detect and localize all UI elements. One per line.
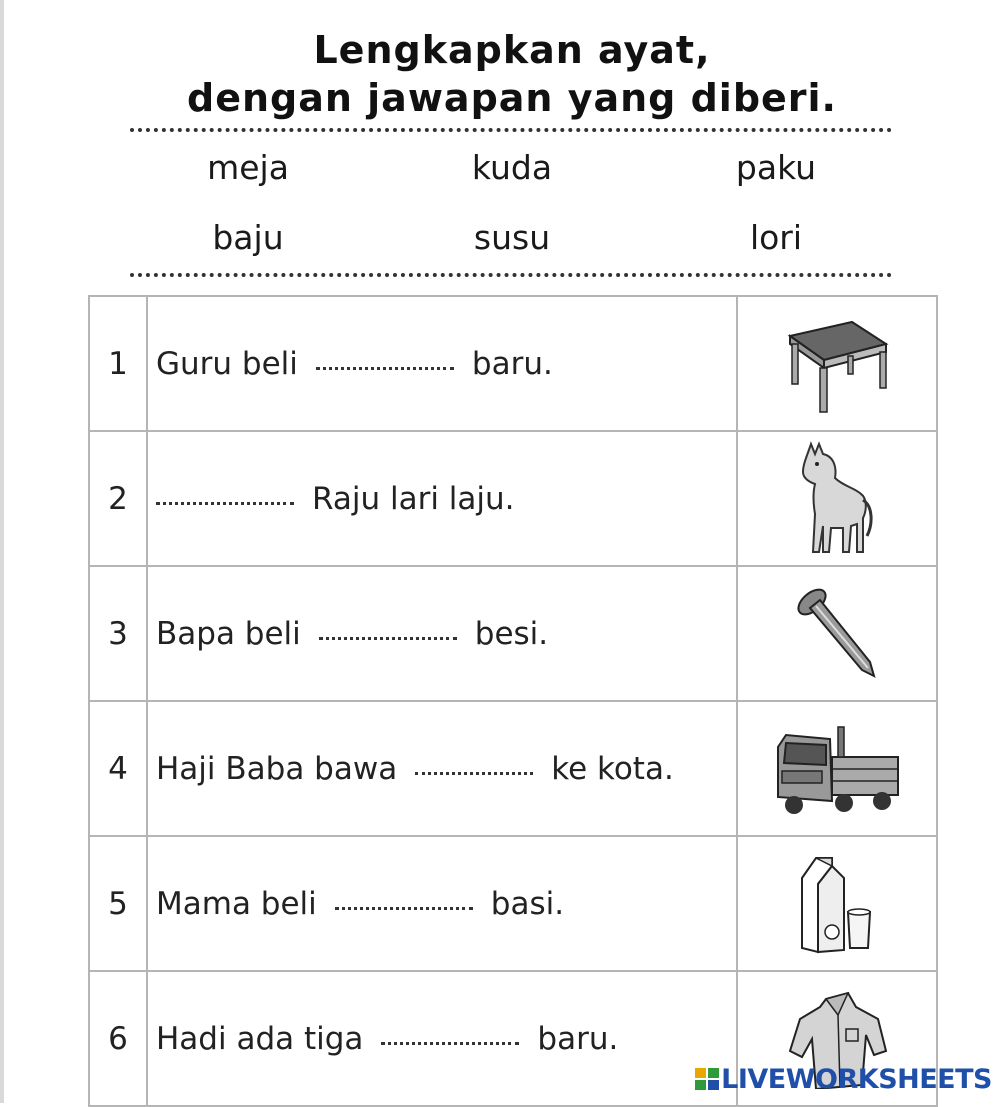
table-row [89, 701, 937, 836]
question-sentence [147, 296, 737, 431]
question-number: 6 [89, 971, 147, 1106]
sentence-before: Bapa beli [156, 615, 301, 652]
picture-cell [737, 296, 937, 431]
table-row [89, 431, 937, 566]
question-sentence [147, 701, 737, 836]
title-line-2: dengan jawapan yang diberi. [187, 76, 837, 120]
sentence-after: basi. [490, 885, 565, 922]
sentence-after: baru. [471, 345, 553, 382]
sentence-before: Hadi ada tiga [156, 1020, 364, 1057]
truck-icon [772, 721, 902, 817]
question-table [88, 295, 938, 1107]
word-bank-item: baju [212, 218, 284, 257]
answer-blank[interactable] [156, 502, 294, 505]
table-icon [782, 314, 892, 414]
table-row [89, 566, 937, 701]
table-row [89, 836, 937, 971]
milk-carton-icon [792, 852, 882, 956]
question-number: 5 [89, 836, 147, 971]
answer-blank[interactable] [381, 1042, 519, 1045]
word-bank-item: susu [473, 218, 551, 257]
sentence-after: ke kota. [551, 750, 674, 787]
question-sentence [147, 566, 737, 701]
picture-cell [737, 431, 937, 566]
question-sentence [147, 836, 737, 971]
dotted-divider-bottom [130, 273, 892, 277]
answer-blank[interactable] [415, 772, 533, 775]
title-line-1: Lengkapkan ayat, [313, 28, 711, 72]
question-number: 1 [89, 296, 147, 431]
question-number: 4 [89, 701, 147, 836]
liveworksheets-logo-icon [695, 1066, 719, 1088]
sentence-after: Raju lari laju. [312, 480, 515, 517]
question-number: 3 [89, 566, 147, 701]
sentence-before: Guru beli [156, 345, 298, 382]
picture-cell [737, 836, 937, 971]
question-sentence [147, 431, 737, 566]
brand-text: LIVEWORKSHEETS [721, 1064, 992, 1095]
nail-icon [792, 584, 882, 684]
sentence-before: Haji Baba bawa [156, 750, 398, 787]
word-bank-item: meja [207, 148, 289, 187]
brand-logo [695, 1064, 992, 1095]
word-bank-item: lori [749, 218, 803, 257]
word-bank-item: paku [735, 148, 817, 187]
horse-icon [797, 440, 877, 558]
sentence-after: baru. [537, 1020, 619, 1057]
answer-blank[interactable] [319, 637, 457, 640]
question-number: 2 [89, 431, 147, 566]
answer-blank[interactable] [335, 907, 473, 910]
table-row [89, 296, 937, 431]
page-left-border [0, 0, 4, 1103]
sentence-after: besi. [474, 615, 549, 652]
picture-cell [737, 701, 937, 836]
dotted-divider-top [130, 128, 892, 132]
sentence-before: Mama beli [156, 885, 317, 922]
word-bank-item: kuda [471, 148, 553, 187]
question-sentence [147, 971, 737, 1106]
picture-cell [737, 566, 937, 701]
answer-blank[interactable] [316, 367, 454, 370]
